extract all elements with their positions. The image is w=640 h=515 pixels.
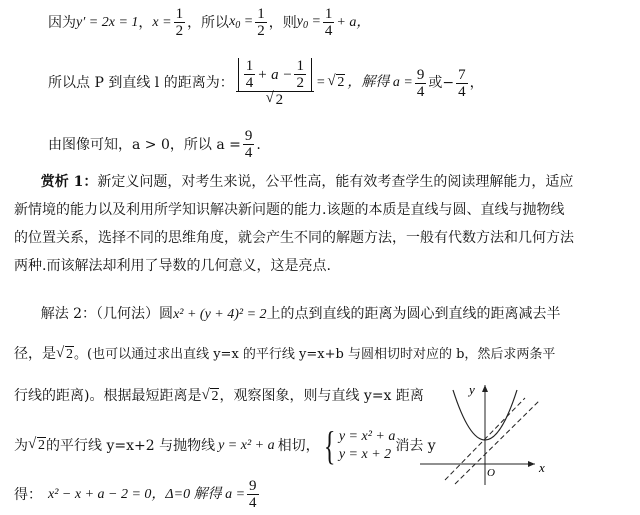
derivation-line-2 <box>48 58 484 108</box>
fraction: $\frac{1}{4}$ <box>324 6 333 39</box>
text: ， <box>469 75 484 91</box>
text: ，则 <box>268 14 297 31</box>
text: + a， <box>336 14 371 30</box>
fraction: $\frac{1}{2}$ <box>175 6 184 39</box>
solution-2-line-3: 行线的距离)。根据最短距离是 √ 2，观察图象，则与直线 y=x 距离 <box>14 382 424 411</box>
text: 或− <box>428 75 455 91</box>
text: ，所以 <box>187 14 230 31</box>
text: 新定义问题，对考生来说，公平性高，能有效考查学生的阅读理解能力，适应 <box>97 174 574 190</box>
text: 因为 <box>48 14 76 31</box>
circle-eq: x² + (y + 4)² = 2 <box>173 307 267 322</box>
fraction: $\frac{7}{4}$ <box>458 66 466 100</box>
line-y-eq-x-dashed <box>455 400 540 484</box>
derivation-line-3 <box>48 128 261 161</box>
sqrt: √ 2 <box>327 73 345 90</box>
fraction: $\frac{9}{4}$ <box>249 478 257 511</box>
sqrt: √ 2 <box>56 345 73 362</box>
parabola-eq: y = x² + a <box>218 438 275 453</box>
x0: $x_0$ = <box>229 13 254 31</box>
y0: $y_0$ = <box>296 13 321 31</box>
commentary-label: 赏析 1： <box>40 174 98 190</box>
text: ，解得 a = <box>347 75 413 90</box>
sqrt: √ 2 <box>28 436 45 453</box>
solution-2-line-1 <box>14 300 561 329</box>
text: 新情境的能力以及利用所学知识解决新问题的能力.该题的本质是直线与圆、直线与抛物线 <box>14 202 565 218</box>
text: 两种.而该解法却利用了导数的几何意义，这是亮点. <box>14 258 331 274</box>
text: 所以点 P 到直线 l 的距离为： <box>48 75 234 91</box>
fraction: $\frac{9}{4}$ <box>244 128 253 161</box>
text: = <box>315 75 326 90</box>
x-axis-label: x <box>539 460 545 475</box>
x-axis-arrow <box>528 461 535 467</box>
solution-2-line-2: 径，是 √ 2。(也可以通过求出直线 y=x 的平行线 y=x+b 与圆相切时对应的 b，然后求两条平 <box>14 340 555 369</box>
fraction: $\frac{1}{2}$ <box>257 6 265 39</box>
solution-2-line-5: 得： x² − x + a − 2 = 0，Δ=0 解得 a = $\frac{9}{4}$ <box>14 478 257 511</box>
origin-label: O <box>487 467 495 479</box>
text: 解法 2：（几何法）圆 <box>40 306 174 322</box>
solution-2-line-4: 为 √ 2 的平行线 y=x+2 与抛物线 y = x² + a 相切， { y = x² + a y = x + 2 消去 y <box>14 423 436 468</box>
text: . <box>256 136 261 153</box>
text: ， <box>138 14 153 31</box>
fraction: $\frac{9}{4}$ <box>416 66 425 100</box>
distance-fraction: $\frac{1}{4}$ + a − $\frac{1}{2}$ √ 2 <box>236 58 314 108</box>
y-axis-label: y <box>469 382 475 397</box>
text: 由图像可知，a > 0，所以 a = <box>48 136 241 153</box>
text: 的位置关系，选择不同的思维角度，就会产生不同的解题方法，一般有代数方法和几何方法 <box>14 230 574 246</box>
sqrt: √ 2 <box>201 387 219 404</box>
derivation-line-1 <box>48 6 370 39</box>
y-axis-arrow <box>482 385 488 392</box>
commentary-paragraph <box>14 168 574 280</box>
derivative-eq: y′ = 2x = 1 <box>76 14 139 30</box>
x-eq: x = <box>152 14 172 30</box>
parabola-line-graph <box>415 380 585 490</box>
quadratic-eq: x² − x + a − 2 = 0，Δ=0 解得 a = <box>48 486 246 502</box>
brace: { <box>323 423 335 468</box>
equation-system: y = x² + a y = x + 2 <box>338 429 396 462</box>
text: 上的点到直线的距离为圆心到直线的距离减去半 <box>266 306 561 322</box>
